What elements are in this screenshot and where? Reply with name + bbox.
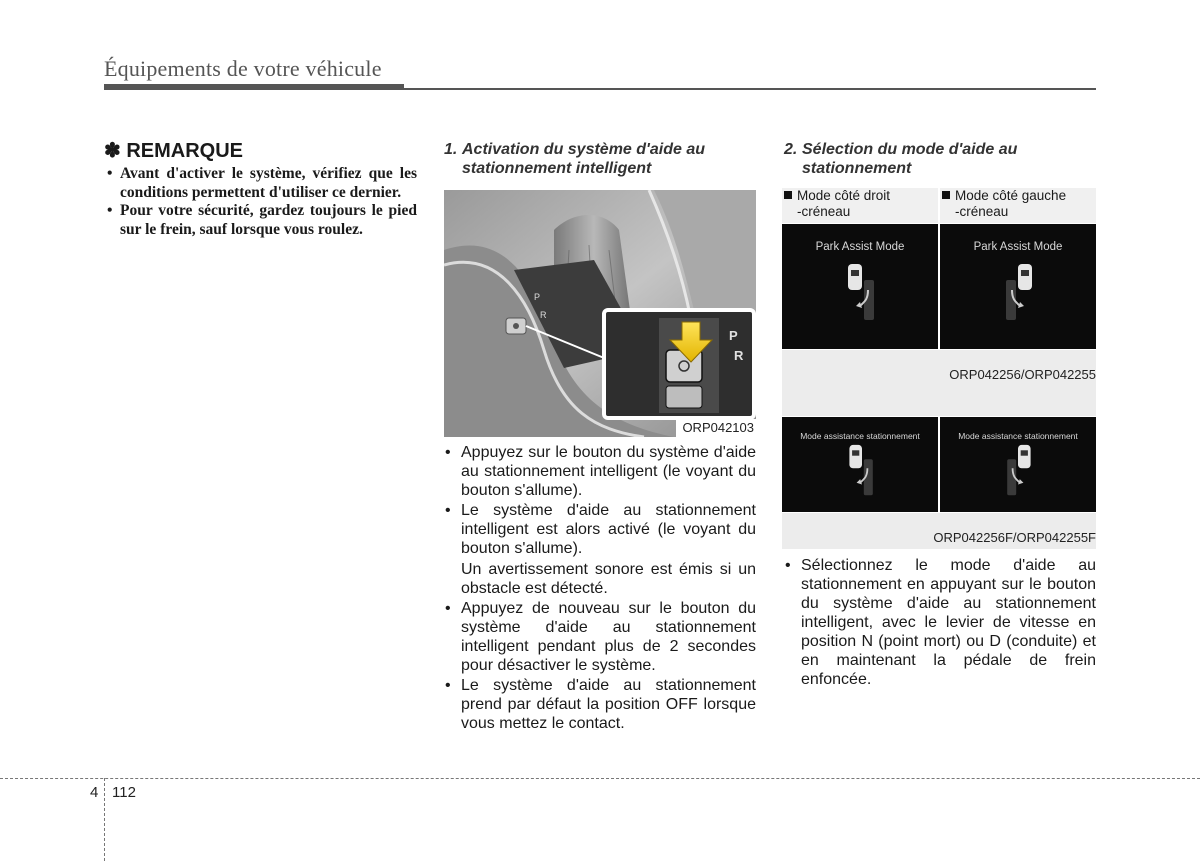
mode-left-line2: -créneau — [955, 204, 1009, 219]
image-caption-orp042103: ORP042103 — [682, 420, 754, 435]
mode-left-line1: Mode côté gauche — [955, 188, 1067, 203]
section1-item: • Appuyez de nouveau sur le bouton du système d'aide au stationnement intelligent pendant plus de 2 secondes pour désactiver le système. — [444, 599, 756, 675]
mode-label-right — [782, 188, 938, 223]
gear-letter-r-small: R — [540, 310, 547, 320]
mode-right-icon — [844, 443, 880, 499]
footer-dashed-rule — [0, 778, 1200, 779]
chapter-number: 4 — [90, 784, 99, 801]
square-bullet-icon — [942, 191, 950, 199]
remark-item: • Avant d'activer le système, vérifiez que les conditions permettent d'utiliser ce dernier. — [104, 165, 417, 202]
remark-list — [104, 165, 417, 239]
park-left-icon — [998, 262, 1038, 324]
image-caption-bottom: ORP042256F/ORP042255F — [933, 530, 1096, 545]
panel-title: Mode assistance stationnement — [800, 431, 920, 441]
gear-shift-illustration — [444, 190, 756, 437]
remark-star-icon: ✽ — [104, 140, 121, 162]
section1-item: • Le système d'aide au stationnement prend par défaut la position OFF lorsque vous mettez le contact. — [444, 676, 756, 733]
section1-title-line1: Activation du système d'aide au — [462, 141, 705, 158]
section1-list — [444, 443, 756, 734]
square-bullet-icon — [784, 191, 792, 199]
gear-letter-r-large: R — [734, 348, 744, 363]
panel-title: Park Assist Mode — [973, 241, 1063, 253]
section2-title-line2: stationnement — [802, 160, 912, 177]
section1-number: 1. — [444, 141, 458, 158]
park-assist-panel-right — [782, 224, 938, 349]
section1-note: Un avertissement sonore est émis si un obstacle est détecté. — [461, 561, 756, 597]
panel-title: Mode assistance stationnement — [958, 431, 1078, 441]
section2-item: • Sélectionnez le mode d'aide au stationnement en appuyant sur le bouton du système d'aide au stationnement intelligent, avec le levier de vitesse en position N (point mort) ou D (conduite) et en maintenant la pédale de frein enfoncée. — [784, 556, 1096, 689]
header-rule — [104, 88, 1096, 90]
panel-title: Park Assist Mode — [815, 241, 905, 253]
section2-heading — [784, 140, 1096, 178]
mode-assist-panel-left — [940, 417, 1096, 512]
remark-item: • Pour votre sécurité, gardez toujours le pied sur le frein, sauf lorsque vous roulez. — [104, 202, 417, 239]
mode-right-line1: Mode côté droit — [797, 188, 891, 203]
park-right-icon — [842, 262, 882, 324]
gear-letter-p-large: P — [729, 328, 738, 343]
remark-title-text: REMARQUE — [126, 140, 243, 162]
page-number: 112 — [112, 784, 136, 801]
section1-title-line2: stationnement intelligent — [462, 160, 652, 177]
image-caption-top: ORP042256/ORP042255 — [949, 367, 1096, 382]
section2-list — [784, 556, 1096, 690]
section1-item: • Le système d'aide au stationnement intelligent est alors activé (le voyant du bouton s'allume). — [444, 501, 756, 558]
mode-assist-panel-right — [782, 417, 938, 512]
page-header-title: Équipements de votre véhicule — [104, 56, 382, 81]
gear-letter-p-small: P — [534, 292, 541, 302]
section1-item: • Appuyez sur le bouton du système d'aide au stationnement intelligent (le voyant du bouton s'allume). — [444, 443, 756, 500]
mode-label-left — [940, 188, 1096, 223]
mode-left-icon — [1000, 443, 1036, 499]
footer-vertical-dashed-rule — [104, 778, 105, 861]
caption-band-top — [782, 350, 1096, 416]
section2-title-line1: Sélection du mode d'aide au — [802, 141, 1018, 158]
section1-heading — [444, 140, 759, 178]
section2-number: 2. — [784, 141, 798, 158]
park-assist-panel-left — [940, 224, 1096, 349]
mode-right-line2: -créneau — [797, 204, 851, 219]
remark-title — [104, 138, 243, 163]
